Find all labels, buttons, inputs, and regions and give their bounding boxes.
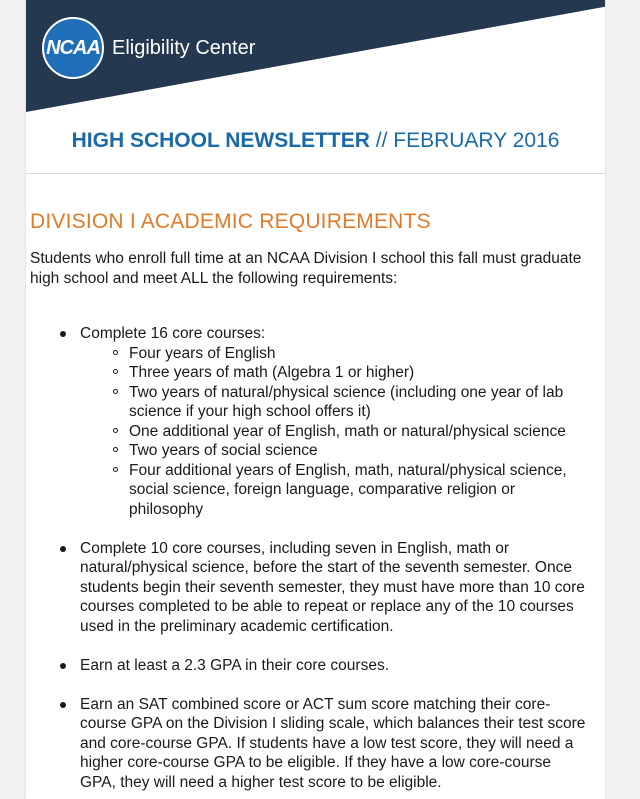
requirement-item: Complete 10 core courses, including seven in English, math or natural/physical science, before the start of the seventh semester. Once students begin their seventh semester, they must have more than 10 core courses completed to be able to repeat or replace any of the 10 courses used in the preliminary academic certification. bbox=[26, 539, 588, 637]
ncaa-logo bbox=[42, 17, 104, 79]
requirement-item: Earn an SAT combined score or ACT sum score matching their core-course GPA on the Division I sliding scale, which balances their test score and core-course GPA. If students have a low test score, they will need a higher core-course GPA to be eligible. If they have a low core-course GPA, they will need a higher test score to be eligible. bbox=[26, 695, 588, 793]
logo-text: NCAA bbox=[46, 36, 100, 59]
brand-name: Eligibility Center bbox=[112, 37, 256, 59]
core-course-item: Four years of English bbox=[80, 344, 588, 364]
requirement-text: Complete 16 core courses: bbox=[80, 325, 266, 342]
core-course-item: Two years of social science bbox=[80, 441, 588, 461]
requirements-list bbox=[26, 324, 605, 799]
divider bbox=[26, 173, 605, 174]
core-course-list bbox=[80, 344, 588, 520]
core-course-item: Three years of math (Algebra 1 or higher) bbox=[80, 363, 588, 383]
newsletter-title bbox=[26, 129, 605, 153]
core-course-item: Two years of natural/physical science (including one year of lab science if your high school offers it) bbox=[80, 383, 588, 422]
section-heading: DIVISION I ACADEMIC REQUIREMENTS bbox=[30, 210, 431, 233]
intro-paragraph: Students who enroll full time at an NCAA Division I school this fall must graduate high school and meet ALL the following requirements: bbox=[30, 250, 582, 287]
newsletter-title-date: // FEBRUARY 2016 bbox=[369, 129, 560, 152]
newsletter-page bbox=[26, 0, 605, 799]
requirement-item bbox=[26, 324, 588, 519]
core-course-item: Four additional years of English, math, natural/physical science, social science, foreign language, comparative religion or philosophy bbox=[80, 461, 588, 520]
core-course-item: One additional year of English, math or natural/physical science bbox=[80, 422, 588, 442]
requirement-item: Earn at least a 2.3 GPA in their core courses. bbox=[26, 656, 588, 676]
newsletter-title-bold: HIGH SCHOOL NEWSLETTER bbox=[71, 129, 370, 152]
